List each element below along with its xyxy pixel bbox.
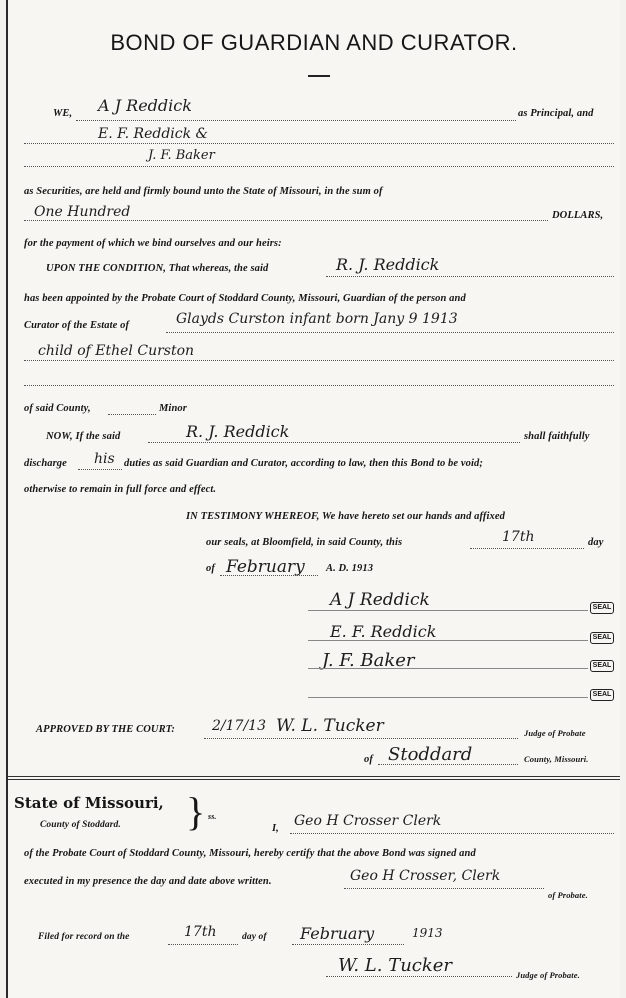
clerk-line — [290, 833, 614, 834]
securities-text: as Securities, are held and firmly bound unto the State of Missouri, in the sum of — [24, 186, 383, 197]
county-handwritten: Stoddard — [388, 744, 473, 765]
document-title: BOND OF GUARDIAN AND CURATOR. — [110, 30, 518, 55]
state-heading: State of Missouri, — [14, 794, 164, 812]
seal-3: SEAL — [590, 660, 614, 672]
signature-2: E. F. Reddick — [330, 622, 437, 641]
bond-document — [6, 0, 620, 998]
ad-label: A. D. 1913 — [326, 563, 374, 574]
payment-text: for the payment of which we bind ourselves and our heirs: — [24, 238, 282, 249]
sum-line — [24, 220, 548, 221]
filed-signature-line — [326, 976, 512, 977]
approved-text: APPROVED BY THE COURT: — [36, 724, 175, 735]
section-separator-1 — [8, 776, 620, 777]
blank-line — [24, 385, 614, 386]
month-line — [220, 575, 318, 576]
appointed-text: has been appointed by the Probate Court of Stoddard County, Missouri, Guardian of the person and — [24, 293, 466, 304]
section-separator-2 — [8, 779, 620, 780]
clerk-signature-line — [344, 888, 544, 889]
principal-name: A J Reddick — [98, 96, 192, 115]
judge-label: Judge of Probate — [524, 728, 586, 738]
executed-text: executed in my presence the day and date above written. — [24, 876, 272, 887]
curator-text: Curator of the Estate of — [24, 320, 130, 331]
testimony-text: IN TESTIMONY WHEREOF, We have hereto set our hands and affixed — [186, 511, 506, 522]
surety1-name: E. F. Reddick & — [98, 126, 209, 142]
signature-2-line — [308, 640, 588, 641]
minor-desc-line — [24, 360, 614, 361]
county-minor-line — [108, 414, 156, 415]
condition-text: UPON THE CONDITION, That whereas, the said — [46, 263, 269, 274]
of-label: of — [206, 563, 215, 574]
minor-description: child of Ethel Curston — [38, 343, 195, 359]
filed-day-of: day of — [242, 932, 267, 942]
approved-line — [204, 738, 518, 739]
i-label: I, — [272, 823, 279, 834]
of-probate-label: of Probate. — [548, 890, 588, 900]
filed-year: 1913 — [412, 926, 443, 940]
signature-3: J. F. Baker — [322, 650, 415, 671]
principal-line — [76, 120, 516, 121]
now-name: R. J. Reddick — [186, 422, 290, 441]
now-text: NOW, If the said — [46, 431, 121, 442]
county-of-label: County of Stoddard. — [40, 820, 121, 830]
minor-label: Minor — [159, 403, 187, 414]
ss-label: ss. — [208, 812, 217, 821]
approved-signature: W. L. Tucker — [276, 716, 384, 736]
filed-signature: W. L. Tucker — [338, 955, 453, 976]
title-divider — [308, 75, 330, 77]
now-line — [148, 442, 520, 443]
month: February — [226, 557, 305, 577]
filed-month: February — [300, 924, 375, 943]
day-label: day — [588, 537, 604, 548]
dollars-label: DOLLARS, — [552, 210, 604, 221]
seal-2: SEAL — [590, 632, 614, 644]
seals-text: our seals, at Bloomfield, in said County, this — [206, 537, 403, 548]
guardian-line — [326, 276, 614, 277]
brace: } — [186, 789, 206, 834]
otherwise-text: otherwise to remain in full force and effect. — [24, 484, 217, 495]
duties-text: duties as said Guardian and Curator, according to law, then this Bond to be void; — [124, 458, 483, 469]
surety1-line — [24, 143, 614, 144]
surety2-line — [24, 166, 614, 167]
sum-amount: One Hundred — [34, 204, 131, 220]
judge-of-probate-label: Judge of Probate. — [516, 970, 580, 980]
day-number: 17th — [502, 529, 535, 545]
minor-line — [166, 332, 614, 333]
signature-1-line — [308, 610, 588, 611]
approved-date: 2/17/13 — [212, 718, 266, 734]
certify-text: of the Probate Court of Stoddard County, Missouri, hereby certify that the above Bond was signed and — [24, 848, 476, 859]
filed-month-line — [292, 944, 404, 945]
signature-4-line — [308, 697, 588, 698]
filed-text: Filed for record on the — [38, 932, 130, 942]
clerk-name: Geo H Crosser Clerk — [294, 813, 442, 829]
faithfully-label: shall faithfully — [524, 431, 590, 442]
of-county-label: of — [364, 754, 373, 765]
signature-1: A J Reddick — [330, 590, 430, 610]
we-label: WE, — [53, 108, 73, 119]
minor-name: Glayds Curston infant born Jany 9 1913 — [176, 311, 458, 327]
filed-day: 17th — [184, 924, 217, 940]
county-line — [378, 764, 518, 765]
discharge-label: discharge — [24, 458, 67, 469]
county-minor-text: of said County, — [24, 403, 91, 414]
day-line — [470, 548, 584, 549]
as-principal-label: as Principal, and — [518, 108, 594, 119]
seal-1: SEAL — [590, 602, 614, 614]
signature-3-line — [308, 668, 588, 669]
surety2-name: J. F. Baker — [148, 148, 215, 163]
his-line — [78, 469, 122, 470]
filed-day-line — [168, 944, 238, 945]
his-text: his — [94, 451, 115, 467]
clerk-signature: Geo H Crosser, Clerk — [350, 868, 501, 884]
guardian-name: R. J. Reddick — [336, 255, 440, 274]
seal-4: SEAL — [590, 689, 614, 701]
county-missouri-label: County, Missouri. — [524, 754, 589, 764]
